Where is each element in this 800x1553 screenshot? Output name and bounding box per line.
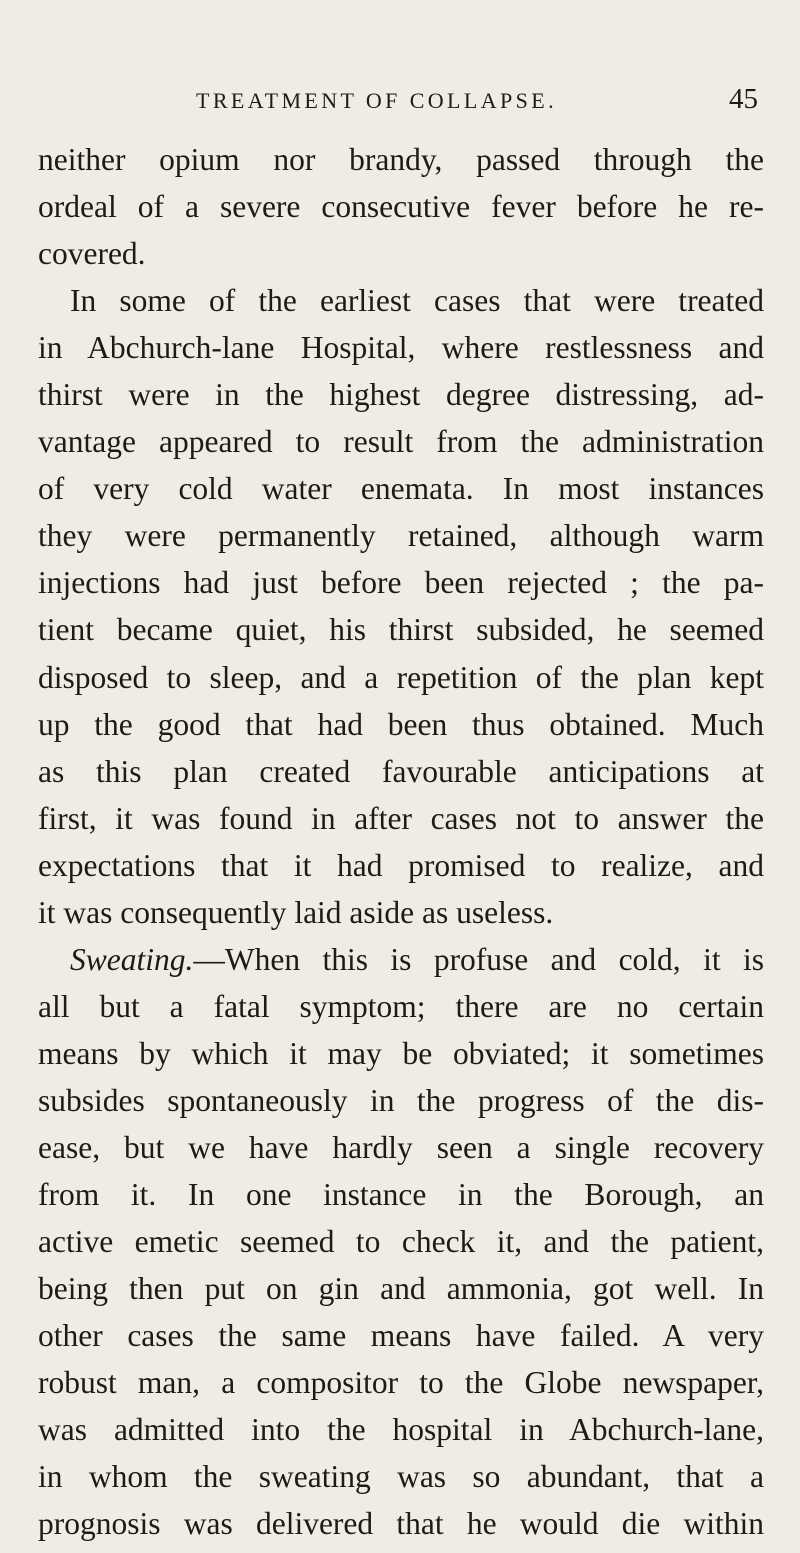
text-line: of very cold water enemata. In most instances <box>38 471 764 507</box>
text-line: robust man, a compositor to the Globe newspaper, <box>38 1365 764 1401</box>
text-line: expectations that it had promised to realize, and <box>38 847 764 883</box>
text-line: covered. <box>38 236 146 272</box>
page-number: 45 <box>729 83 758 115</box>
text-line: subsides spontaneously in the progress of the dis- <box>38 1082 764 1118</box>
text-line: from it. In one instance in the Borough, an <box>38 1177 764 1213</box>
text-line: in Abchurch-lane Hospital, where restlessness and <box>38 330 764 366</box>
text-line: In some of the earliest cases that were treated <box>70 283 764 319</box>
text-line: injections had just before been rejected ; the pa- <box>38 565 764 601</box>
text-line: other cases the same means have failed. A very <box>38 1318 764 1354</box>
text-line: means by which it may be obviated; it sometimes <box>38 1035 764 1071</box>
text-line: vantage appeared to result from the administration <box>38 424 764 460</box>
text-line <box>38 936 764 983</box>
text-line: ease, but we have hardly seen a single recovery <box>38 1129 764 1165</box>
text-line: being then put on gin and ammonia, got well. In <box>38 1271 764 1307</box>
text-line: active emetic seemed to check it, and the patient, <box>38 1224 764 1260</box>
running-title: TREATMENT OF COLLAPSE. <box>196 88 558 113</box>
text-line: thirst were in the highest degree distressing, ad- <box>38 377 764 413</box>
text-line: they were permanently retained, although warm <box>38 518 764 554</box>
body-text <box>38 136 764 1547</box>
text-line: prognosis was delivered that he would die within <box>38 1506 764 1542</box>
text-line-rest: —When this is profuse and cold, it is <box>193 941 764 977</box>
running-head <box>196 83 760 122</box>
text-line: was admitted into the hospital in Abchurch-lane, <box>38 1412 764 1448</box>
section-heading-sweating: Sweating. <box>70 941 194 977</box>
text-line: it was consequently laid aside as useless. <box>38 894 554 930</box>
text-line: neither opium nor brandy, passed through the <box>38 142 764 177</box>
text-line: as this plan created favourable anticipations at <box>38 753 764 789</box>
text-line: ordeal of a severe consecutive fever before he re- <box>38 189 764 225</box>
text-line: all but a fatal symptom; there are no certain <box>38 988 764 1024</box>
text-line: tient became quiet, his thirst subsided, he seemed <box>38 612 764 648</box>
text-line: up the good that had been thus obtained. Much <box>38 706 764 742</box>
text-line: in whom the sweating was so abundant, that a <box>38 1459 764 1495</box>
text-line: first, it was found in after cases not to answer the <box>38 800 764 836</box>
text-line: disposed to sleep, and a repetition of the plan kept <box>38 659 764 695</box>
